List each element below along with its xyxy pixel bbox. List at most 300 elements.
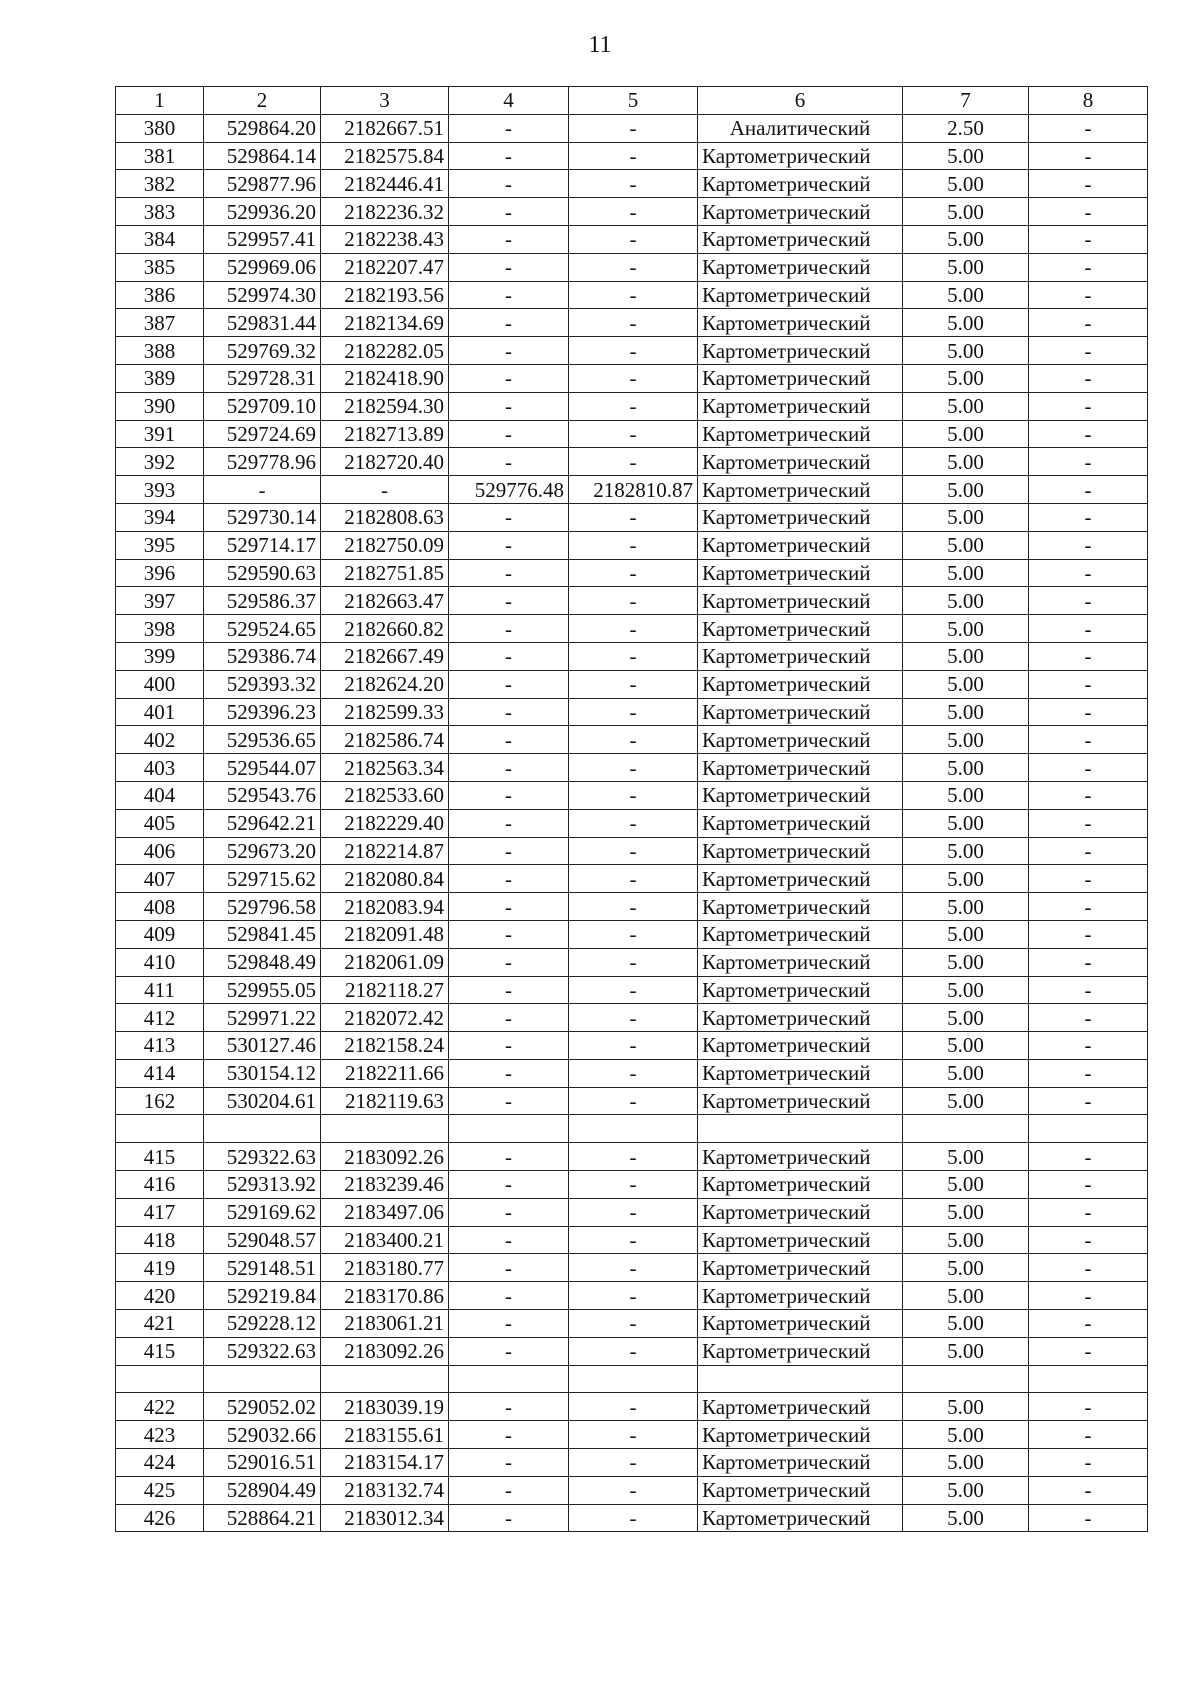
y-coordinate-new-cell: - xyxy=(569,559,698,587)
y-coordinate-new-cell xyxy=(569,1115,698,1143)
method-cell: Картометрический xyxy=(698,642,903,670)
method-cell: Картометрический xyxy=(698,1004,903,1032)
header-cell: 4 xyxy=(449,87,569,115)
x-coordinate-new-cell: - xyxy=(449,642,569,670)
x-coordinate-new-cell: - xyxy=(449,337,569,365)
point-number-cell: 381 xyxy=(116,142,204,170)
accuracy-cell: 5.00 xyxy=(903,781,1029,809)
x-coordinate-new-cell: - xyxy=(449,559,569,587)
note-cell: - xyxy=(1029,837,1148,865)
table-row xyxy=(116,531,1148,559)
x-coordinate-cell: 530204.61 xyxy=(204,1087,321,1115)
y-coordinate-new-cell: - xyxy=(569,642,698,670)
x-coordinate-new-cell: - xyxy=(449,170,569,198)
point-number-cell: 398 xyxy=(116,615,204,643)
table-row xyxy=(116,976,1148,1004)
table-row xyxy=(116,948,1148,976)
y-coordinate-cell: 2183400.21 xyxy=(321,1226,449,1254)
note-cell: - xyxy=(1029,1476,1148,1504)
x-coordinate-new-cell: - xyxy=(449,865,569,893)
table-row xyxy=(116,865,1148,893)
method-cell: Картометрический xyxy=(698,920,903,948)
x-coordinate-cell: 529322.63 xyxy=(204,1337,321,1365)
note-cell: - xyxy=(1029,1310,1148,1338)
point-number-cell: 382 xyxy=(116,170,204,198)
y-coordinate-new-cell: - xyxy=(569,865,698,893)
accuracy-cell: 5.00 xyxy=(903,1171,1029,1199)
point-number-cell: 394 xyxy=(116,503,204,531)
x-coordinate-new-cell: - xyxy=(449,281,569,309)
accuracy-cell: 5.00 xyxy=(903,420,1029,448)
method-cell: Аналитический xyxy=(698,114,903,142)
accuracy-cell: 5.00 xyxy=(903,698,1029,726)
coordinates-table xyxy=(115,86,1148,1532)
y-coordinate-new-cell: - xyxy=(569,1254,698,1282)
note-cell: - xyxy=(1029,1282,1148,1310)
y-coordinate-cell: 2182061.09 xyxy=(321,948,449,976)
y-coordinate-new-cell: - xyxy=(569,309,698,337)
x-coordinate-cell: 529724.69 xyxy=(204,420,321,448)
x-coordinate-new-cell: - xyxy=(449,1393,569,1421)
x-coordinate-new-cell: - xyxy=(449,142,569,170)
x-coordinate-cell: 529831.44 xyxy=(204,309,321,337)
accuracy-cell: 5.00 xyxy=(903,1337,1029,1365)
point-number-cell: 404 xyxy=(116,781,204,809)
x-coordinate-new-cell: - xyxy=(449,1143,569,1171)
x-coordinate-cell: 529841.45 xyxy=(204,920,321,948)
table-row xyxy=(116,920,1148,948)
note-cell xyxy=(1029,1365,1148,1393)
method-cell: Картометрический xyxy=(698,1032,903,1060)
x-coordinate-cell xyxy=(204,1115,321,1143)
table-row xyxy=(116,142,1148,170)
table-row xyxy=(116,559,1148,587)
y-coordinate-new-cell: - xyxy=(569,337,698,365)
method-cell: Картометрический xyxy=(698,1254,903,1282)
header-cell: 8 xyxy=(1029,87,1148,115)
y-coordinate-new-cell: - xyxy=(569,670,698,698)
table-separator-row xyxy=(116,1115,1148,1143)
method-cell: Картометрический xyxy=(698,170,903,198)
method-cell: Картометрический xyxy=(698,1310,903,1338)
accuracy-cell: 5.00 xyxy=(903,448,1029,476)
table-row xyxy=(116,1310,1148,1338)
table-row xyxy=(116,893,1148,921)
accuracy-cell: 5.00 xyxy=(903,754,1029,782)
x-coordinate-new-cell: - xyxy=(449,754,569,782)
x-coordinate-new-cell: - xyxy=(449,1476,569,1504)
x-coordinate-new-cell: - xyxy=(449,920,569,948)
y-coordinate-cell: 2182193.56 xyxy=(321,281,449,309)
method-cell: Картометрический xyxy=(698,754,903,782)
note-cell: - xyxy=(1029,281,1148,309)
accuracy-cell: 5.00 xyxy=(903,726,1029,754)
note-cell: - xyxy=(1029,698,1148,726)
accuracy-cell: 5.00 xyxy=(903,587,1029,615)
method-cell: Картометрический xyxy=(698,976,903,1004)
note-cell: - xyxy=(1029,670,1148,698)
y-coordinate-new-cell: - xyxy=(569,392,698,420)
x-coordinate-cell: 529586.37 xyxy=(204,587,321,615)
point-number-cell: 414 xyxy=(116,1059,204,1087)
x-coordinate-new-cell: - xyxy=(449,615,569,643)
table-row xyxy=(116,1421,1148,1449)
method-cell: Картометрический xyxy=(698,698,903,726)
y-coordinate-cell: 2182080.84 xyxy=(321,865,449,893)
x-coordinate-new-cell: - xyxy=(449,198,569,226)
table-row xyxy=(116,1143,1148,1171)
point-number-cell: 413 xyxy=(116,1032,204,1060)
note-cell: - xyxy=(1029,114,1148,142)
accuracy-cell: 5.00 xyxy=(903,1254,1029,1282)
method-cell xyxy=(698,1365,903,1393)
note-cell: - xyxy=(1029,587,1148,615)
y-coordinate-new-cell: - xyxy=(569,198,698,226)
table-row xyxy=(116,1059,1148,1087)
table-row xyxy=(116,754,1148,782)
y-coordinate-new-cell: - xyxy=(569,253,698,281)
x-coordinate-cell: 529730.14 xyxy=(204,503,321,531)
x-coordinate-cell: 529955.05 xyxy=(204,976,321,1004)
x-coordinate-new-cell: - xyxy=(449,392,569,420)
x-coordinate-new-cell: - xyxy=(449,114,569,142)
point-number-cell xyxy=(116,1365,204,1393)
y-coordinate-new-cell: - xyxy=(569,726,698,754)
y-coordinate-cell: 2183239.46 xyxy=(321,1171,449,1199)
y-coordinate-cell: 2183132.74 xyxy=(321,1476,449,1504)
accuracy-cell: 5.00 xyxy=(903,976,1029,1004)
table-row xyxy=(116,337,1148,365)
y-coordinate-cell: 2182720.40 xyxy=(321,448,449,476)
y-coordinate-cell: 2182660.82 xyxy=(321,615,449,643)
x-coordinate-cell: 529864.14 xyxy=(204,142,321,170)
y-coordinate-cell: 2183497.06 xyxy=(321,1198,449,1226)
accuracy-cell: 5.00 xyxy=(903,1421,1029,1449)
method-cell: Картометрический xyxy=(698,309,903,337)
x-coordinate-new-cell: - xyxy=(449,1254,569,1282)
table-row xyxy=(116,198,1148,226)
method-cell: Картометрический xyxy=(698,1282,903,1310)
point-number-cell: 405 xyxy=(116,809,204,837)
y-coordinate-cell: 2182446.41 xyxy=(321,170,449,198)
point-number-cell: 399 xyxy=(116,642,204,670)
header-cell: 7 xyxy=(903,87,1029,115)
x-coordinate-new-cell: - xyxy=(449,1059,569,1087)
y-coordinate-cell: 2183092.26 xyxy=(321,1143,449,1171)
point-number-cell: 416 xyxy=(116,1171,204,1199)
point-number-cell: 420 xyxy=(116,1282,204,1310)
x-coordinate-new-cell xyxy=(449,1115,569,1143)
note-cell: - xyxy=(1029,781,1148,809)
accuracy-cell: 5.00 xyxy=(903,1393,1029,1421)
y-coordinate-cell: 2182563.34 xyxy=(321,754,449,782)
x-coordinate-new-cell: - xyxy=(449,781,569,809)
point-number-cell: 415 xyxy=(116,1337,204,1365)
x-coordinate-cell: 529796.58 xyxy=(204,893,321,921)
x-coordinate-cell: 529313.92 xyxy=(204,1171,321,1199)
accuracy-cell: 5.00 xyxy=(903,615,1029,643)
y-coordinate-new-cell: - xyxy=(569,781,698,809)
y-coordinate-cell: 2182751.85 xyxy=(321,559,449,587)
note-cell: - xyxy=(1029,1059,1148,1087)
note-cell: - xyxy=(1029,503,1148,531)
x-coordinate-cell: 529386.74 xyxy=(204,642,321,670)
table-row xyxy=(116,670,1148,698)
x-coordinate-new-cell: - xyxy=(449,1282,569,1310)
method-cell: Картометрический xyxy=(698,364,903,392)
note-cell: - xyxy=(1029,1032,1148,1060)
y-coordinate-new-cell: - xyxy=(569,948,698,976)
x-coordinate-cell: 529016.51 xyxy=(204,1449,321,1477)
table-row xyxy=(116,1032,1148,1060)
point-number-cell: 424 xyxy=(116,1449,204,1477)
y-coordinate-new-cell: - xyxy=(569,1087,698,1115)
accuracy-cell: 5.00 xyxy=(903,1282,1029,1310)
y-coordinate-cell: 2182211.66 xyxy=(321,1059,449,1087)
y-coordinate-cell: 2182229.40 xyxy=(321,809,449,837)
point-number-cell: 403 xyxy=(116,754,204,782)
note-cell: - xyxy=(1029,225,1148,253)
table-row xyxy=(116,1004,1148,1032)
y-coordinate-new-cell: - xyxy=(569,809,698,837)
note-cell: - xyxy=(1029,1226,1148,1254)
y-coordinate-new-cell: - xyxy=(569,1004,698,1032)
x-coordinate-new-cell: - xyxy=(449,1337,569,1365)
point-number-cell: 393 xyxy=(116,476,204,504)
method-cell xyxy=(698,1115,903,1143)
table-row xyxy=(116,503,1148,531)
accuracy-cell: 5.00 xyxy=(903,309,1029,337)
y-coordinate-cell xyxy=(321,1115,449,1143)
point-number-cell: 162 xyxy=(116,1087,204,1115)
table-row xyxy=(116,809,1148,837)
note-cell: - xyxy=(1029,726,1148,754)
y-coordinate-cell: 2183039.19 xyxy=(321,1393,449,1421)
y-coordinate-new-cell: - xyxy=(569,1476,698,1504)
method-cell: Картометрический xyxy=(698,392,903,420)
x-coordinate-new-cell: - xyxy=(449,225,569,253)
x-coordinate-cell: 529642.21 xyxy=(204,809,321,837)
x-coordinate-cell: 529728.31 xyxy=(204,364,321,392)
method-cell: Картометрический xyxy=(698,837,903,865)
point-number-cell: 400 xyxy=(116,670,204,698)
x-coordinate-new-cell: - xyxy=(449,670,569,698)
note-cell: - xyxy=(1029,754,1148,782)
note-cell: - xyxy=(1029,1143,1148,1171)
table-row xyxy=(116,1087,1148,1115)
x-coordinate-new-cell: - xyxy=(449,531,569,559)
accuracy-cell: 5.00 xyxy=(903,809,1029,837)
x-coordinate-new-cell: - xyxy=(449,420,569,448)
y-coordinate-new-cell: - xyxy=(569,1337,698,1365)
x-coordinate-new-cell: 529776.48 xyxy=(449,476,569,504)
x-coordinate-new-cell: - xyxy=(449,503,569,531)
accuracy-cell: 5.00 xyxy=(903,670,1029,698)
point-number-cell: 402 xyxy=(116,726,204,754)
y-coordinate-cell: 2182586.74 xyxy=(321,726,449,754)
point-number-cell: 408 xyxy=(116,893,204,921)
point-number-cell: 419 xyxy=(116,1254,204,1282)
accuracy-cell: 5.00 xyxy=(903,198,1029,226)
x-coordinate-new-cell: - xyxy=(449,1032,569,1060)
accuracy-cell: 5.00 xyxy=(903,1310,1029,1338)
accuracy-cell: 5.00 xyxy=(903,1087,1029,1115)
point-number-cell: 417 xyxy=(116,1198,204,1226)
x-coordinate-new-cell: - xyxy=(449,948,569,976)
y-coordinate-cell: 2182599.33 xyxy=(321,698,449,726)
note-cell: - xyxy=(1029,309,1148,337)
x-coordinate-cell: 529769.32 xyxy=(204,337,321,365)
method-cell: Картометрический xyxy=(698,781,903,809)
accuracy-cell: 5.00 xyxy=(903,948,1029,976)
y-coordinate-cell: 2182667.51 xyxy=(321,114,449,142)
point-number-cell: 396 xyxy=(116,559,204,587)
x-coordinate-cell: 529590.63 xyxy=(204,559,321,587)
header-cell: 6 xyxy=(698,87,903,115)
note-cell: - xyxy=(1029,559,1148,587)
y-coordinate-new-cell: - xyxy=(569,1310,698,1338)
point-number-cell: 418 xyxy=(116,1226,204,1254)
y-coordinate-new-cell: - xyxy=(569,1504,698,1532)
x-coordinate-new-cell: - xyxy=(449,1171,569,1199)
note-cell: - xyxy=(1029,392,1148,420)
accuracy-cell: 5.00 xyxy=(903,1226,1029,1254)
x-coordinate-new-cell: - xyxy=(449,1449,569,1477)
accuracy-cell: 5.00 xyxy=(903,476,1029,504)
y-coordinate-cell: 2182418.90 xyxy=(321,364,449,392)
point-number-cell: 423 xyxy=(116,1421,204,1449)
accuracy-cell: 5.00 xyxy=(903,1476,1029,1504)
y-coordinate-new-cell: - xyxy=(569,142,698,170)
x-coordinate-cell: 529848.49 xyxy=(204,948,321,976)
accuracy-cell: 5.00 xyxy=(903,142,1029,170)
y-coordinate-new-cell: - xyxy=(569,114,698,142)
note-cell: - xyxy=(1029,476,1148,504)
x-coordinate-new-cell: - xyxy=(449,364,569,392)
x-coordinate-cell: 528904.49 xyxy=(204,1476,321,1504)
x-coordinate-cell: 529957.41 xyxy=(204,225,321,253)
method-cell: Картометрический xyxy=(698,1393,903,1421)
method-cell: Картометрический xyxy=(698,1421,903,1449)
y-coordinate-new-cell: - xyxy=(569,1226,698,1254)
method-cell: Картометрический xyxy=(698,337,903,365)
y-coordinate-new-cell: - xyxy=(569,698,698,726)
accuracy-cell: 5.00 xyxy=(903,503,1029,531)
x-coordinate-cell: 529169.62 xyxy=(204,1198,321,1226)
method-cell: Картометрический xyxy=(698,225,903,253)
point-number-cell: 383 xyxy=(116,198,204,226)
x-coordinate-cell xyxy=(204,1365,321,1393)
point-number-cell: 384 xyxy=(116,225,204,253)
table-row xyxy=(116,837,1148,865)
y-coordinate-cell: 2182091.48 xyxy=(321,920,449,948)
y-coordinate-cell: 2182750.09 xyxy=(321,531,449,559)
point-number-cell: 415 xyxy=(116,1143,204,1171)
point-number-cell: 392 xyxy=(116,448,204,476)
accuracy-cell: 5.00 xyxy=(903,281,1029,309)
y-coordinate-new-cell: - xyxy=(569,281,698,309)
table-row xyxy=(116,1393,1148,1421)
table-row xyxy=(116,1449,1148,1477)
note-cell: - xyxy=(1029,948,1148,976)
note-cell: - xyxy=(1029,1449,1148,1477)
header-cell: 3 xyxy=(321,87,449,115)
point-number-cell: 385 xyxy=(116,253,204,281)
accuracy-cell: 5.00 xyxy=(903,837,1029,865)
x-coordinate-cell: 529877.96 xyxy=(204,170,321,198)
table-row xyxy=(116,642,1148,670)
note-cell: - xyxy=(1029,142,1148,170)
x-coordinate-cell: 529536.65 xyxy=(204,726,321,754)
point-number-cell: 380 xyxy=(116,114,204,142)
y-coordinate-cell: 2182207.47 xyxy=(321,253,449,281)
point-number-cell: 401 xyxy=(116,698,204,726)
accuracy-cell: 5.00 xyxy=(903,1004,1029,1032)
method-cell: Картометрический xyxy=(698,893,903,921)
accuracy-cell: 5.00 xyxy=(903,337,1029,365)
method-cell: Картометрический xyxy=(698,1059,903,1087)
method-cell: Картометрический xyxy=(698,726,903,754)
x-coordinate-cell: 529673.20 xyxy=(204,837,321,865)
point-number-cell: 397 xyxy=(116,587,204,615)
header-cell: 2 xyxy=(204,87,321,115)
x-coordinate-cell: 529974.30 xyxy=(204,281,321,309)
accuracy-cell: 5.00 xyxy=(903,253,1029,281)
accuracy-cell: 5.00 xyxy=(903,1198,1029,1226)
table-row xyxy=(116,114,1148,142)
x-coordinate-new-cell: - xyxy=(449,893,569,921)
accuracy-cell: 5.00 xyxy=(903,170,1029,198)
note-cell: - xyxy=(1029,893,1148,921)
x-coordinate-cell: 529393.32 xyxy=(204,670,321,698)
x-coordinate-cell: 529396.23 xyxy=(204,698,321,726)
note-cell: - xyxy=(1029,337,1148,365)
y-coordinate-cell: 2183061.21 xyxy=(321,1310,449,1338)
x-coordinate-new-cell xyxy=(449,1365,569,1393)
y-coordinate-cell: 2182236.32 xyxy=(321,198,449,226)
x-coordinate-cell: 530154.12 xyxy=(204,1059,321,1087)
x-coordinate-cell: 529524.65 xyxy=(204,615,321,643)
x-coordinate-new-cell: - xyxy=(449,587,569,615)
method-cell: Картометрический xyxy=(698,476,903,504)
y-coordinate-new-cell: - xyxy=(569,976,698,1004)
y-coordinate-cell: 2182238.43 xyxy=(321,225,449,253)
x-coordinate-cell: 529969.06 xyxy=(204,253,321,281)
point-number-cell: 411 xyxy=(116,976,204,1004)
x-coordinate-cell: 529715.62 xyxy=(204,865,321,893)
accuracy-cell: 5.00 xyxy=(903,559,1029,587)
method-cell: Картометрический xyxy=(698,948,903,976)
y-coordinate-new-cell: - xyxy=(569,920,698,948)
table-row xyxy=(116,1476,1148,1504)
note-cell: - xyxy=(1029,1004,1148,1032)
point-number-cell xyxy=(116,1115,204,1143)
y-coordinate-new-cell: - xyxy=(569,531,698,559)
header-cell: 1 xyxy=(116,87,204,115)
x-coordinate-cell: 529778.96 xyxy=(204,448,321,476)
table-row xyxy=(116,170,1148,198)
table-row xyxy=(116,615,1148,643)
point-number-cell: 390 xyxy=(116,392,204,420)
y-coordinate-cell: 2182713.89 xyxy=(321,420,449,448)
table-row xyxy=(116,392,1148,420)
accuracy-cell: 5.00 xyxy=(903,225,1029,253)
note-cell: - xyxy=(1029,1504,1148,1532)
point-number-cell: 422 xyxy=(116,1393,204,1421)
note-cell: - xyxy=(1029,1421,1148,1449)
accuracy-cell xyxy=(903,1115,1029,1143)
table-row xyxy=(116,1171,1148,1199)
